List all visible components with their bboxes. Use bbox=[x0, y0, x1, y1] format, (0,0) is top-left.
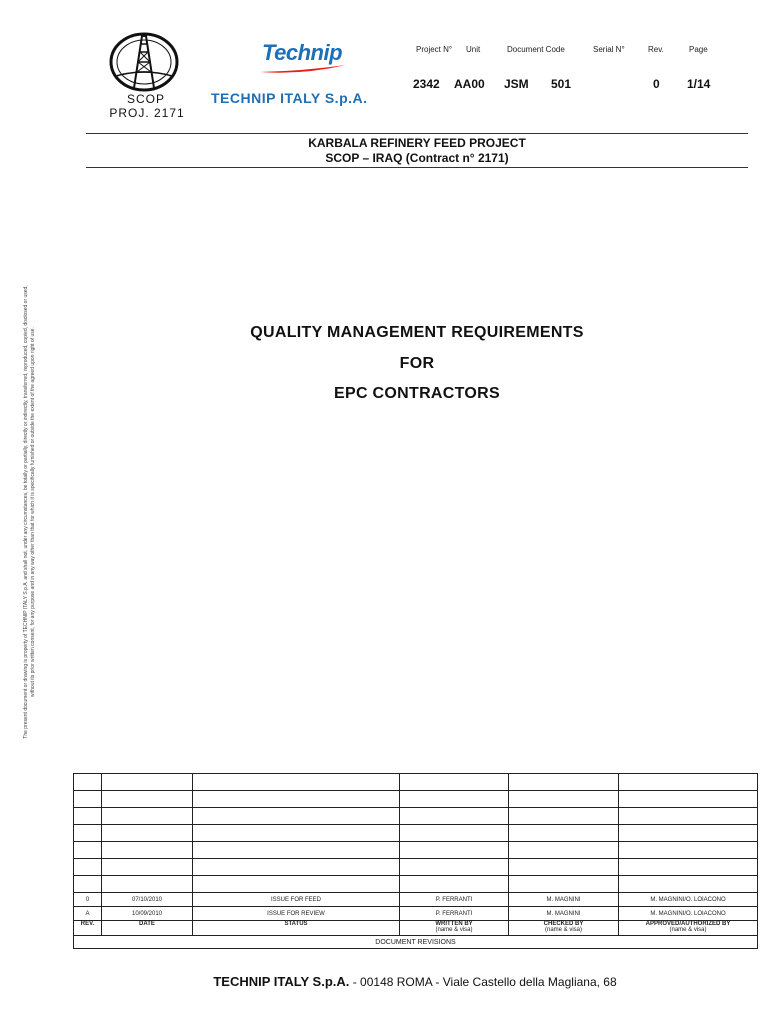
value-page: 1/14 bbox=[687, 77, 711, 91]
technip-logo-word: Technip bbox=[262, 40, 343, 65]
footer-address: - 00148 ROMA - Viale Castello della Magliana, 68 bbox=[349, 975, 617, 989]
blank-row bbox=[74, 842, 758, 859]
scop-logo bbox=[108, 32, 180, 92]
written-by-cell: P. FERRANTI bbox=[400, 907, 509, 921]
checked-by-cell: M. MAGNINI bbox=[509, 907, 619, 921]
scop-project-number: PROJ. 2171 bbox=[109, 106, 185, 120]
technip-company-name: TECHNIP ITALY S.p.A. bbox=[211, 90, 368, 106]
rule-bottom bbox=[86, 167, 748, 168]
blank-row bbox=[74, 859, 758, 876]
header-status: STATUS bbox=[193, 921, 400, 936]
header-written-by: WRITTEN BY (name & visa) bbox=[400, 921, 509, 936]
document-title-line2: FOR bbox=[399, 355, 435, 372]
project-subtitle: SCOP – IRAQ (Contract n° 2171) bbox=[325, 151, 509, 165]
status-cell: ISSUE FOR REVIEW bbox=[193, 907, 400, 921]
header-rev: REV. bbox=[74, 921, 102, 936]
value-document-code: JSM bbox=[504, 77, 529, 91]
header-date: DATE bbox=[102, 921, 193, 936]
value-rev: 0 bbox=[653, 77, 660, 91]
label-document-code: Document Code bbox=[507, 45, 565, 54]
document-title-line3: EPC CONTRACTORS bbox=[334, 385, 500, 402]
revision-row bbox=[74, 893, 758, 907]
project-title: KARBALA REFINERY FEED PROJECT bbox=[308, 136, 526, 150]
approved-by-cell: M. MAGNINI/O. LOIACONO bbox=[619, 893, 758, 907]
label-unit: Unit bbox=[466, 45, 481, 54]
rev-cell: A bbox=[74, 907, 102, 921]
technip-swoosh-icon bbox=[258, 63, 348, 75]
rev-cell: 0 bbox=[74, 893, 102, 907]
header-approved-by: APPROVED/AUTHORIZED BY (name & visa) bbox=[619, 921, 758, 936]
document-title-line1: QUALITY MANAGEMENT REQUIREMENTS bbox=[250, 324, 584, 341]
status-cell: ISSUE FOR FEED bbox=[193, 893, 400, 907]
value-serial-no: 501 bbox=[551, 77, 572, 91]
blank-row bbox=[74, 774, 758, 791]
written-by-cell: P. FERRANTI bbox=[400, 893, 509, 907]
footer-company: TECHNIP ITALY S.p.A. bbox=[213, 974, 350, 989]
label-page: Page bbox=[689, 45, 708, 54]
label-serial-no: Serial N° bbox=[593, 45, 625, 54]
date-cell: 10/09/2010 bbox=[102, 907, 193, 921]
blank-row bbox=[74, 791, 758, 808]
blank-row bbox=[74, 825, 758, 842]
document-revisions-caption: DOCUMENT REVISIONS bbox=[74, 936, 758, 949]
checked-by-cell: M. MAGNINI bbox=[509, 893, 619, 907]
revision-table bbox=[73, 773, 758, 949]
header-checked-by: CHECKED BY (name & visa) bbox=[509, 921, 619, 936]
scop-label: SCOP bbox=[126, 92, 165, 106]
revision-row bbox=[74, 907, 758, 921]
revision-caption-row bbox=[74, 936, 758, 949]
blank-row bbox=[74, 876, 758, 893]
value-unit: AA00 bbox=[454, 77, 485, 91]
rule-top bbox=[86, 133, 748, 134]
revision-header-row bbox=[74, 921, 758, 936]
confidentiality-note: The present document or drawing is property of TECHNIP ITALY S.p.A. and shall not, under any circumstances, be totally or partially, directly or indirectly, transferred, reproduced, copied, disclosed or used, without its prior written consent, for any purpose and in any way other than that for which it is specifically furnished or outside the extent of the agreed upon right of use. bbox=[23, 285, 36, 739]
date-cell: 07/10/2010 bbox=[102, 893, 193, 907]
footer bbox=[73, 974, 757, 989]
blank-row bbox=[74, 808, 758, 825]
value-project-no: 2342 bbox=[413, 77, 440, 91]
label-rev: Rev. bbox=[648, 45, 664, 54]
approved-by-cell: M. MAGNINI/O. LOIACONO bbox=[619, 907, 758, 921]
label-project-no: Project N° bbox=[416, 45, 453, 54]
